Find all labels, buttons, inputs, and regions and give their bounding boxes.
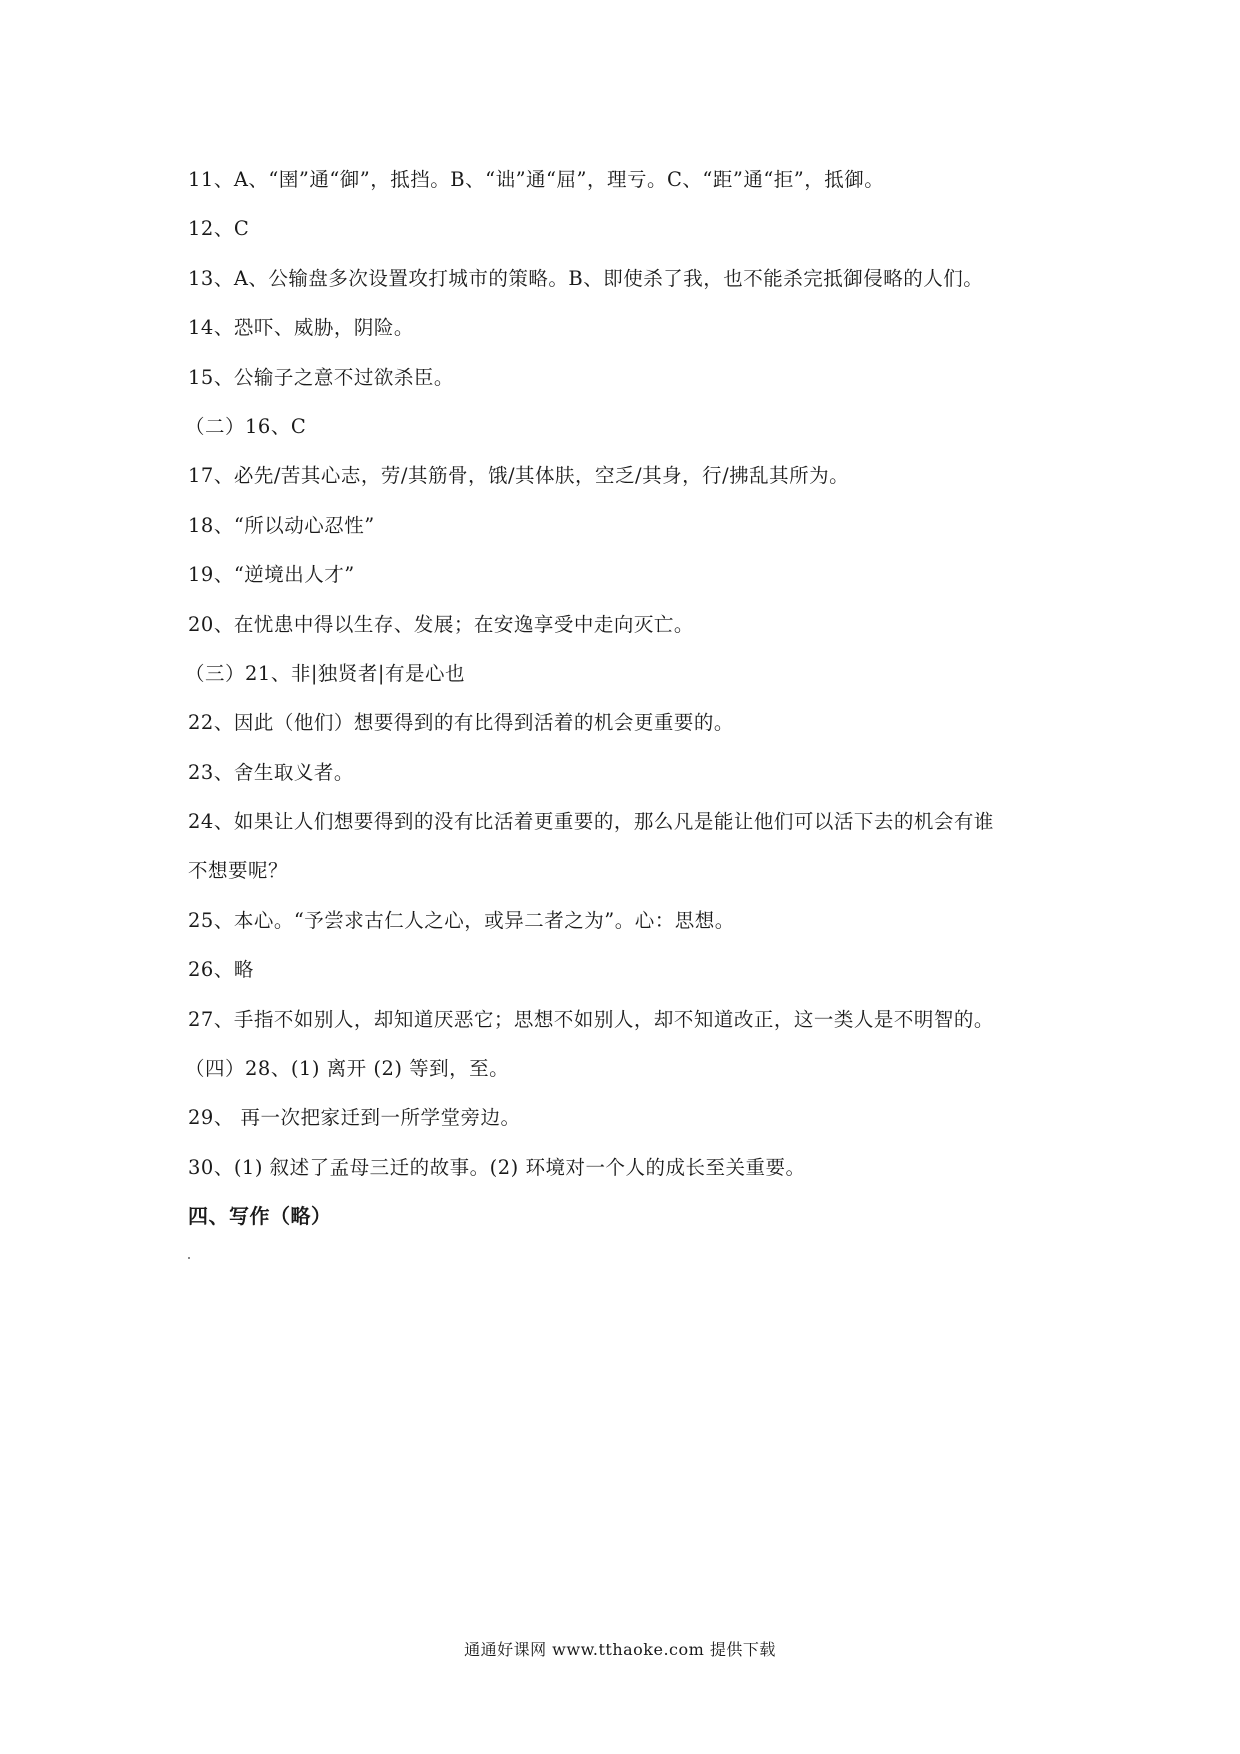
answer-25: 25、本心。“予尝求古仁人之心，或异二者之为”。心：思想。 xyxy=(188,908,735,932)
answer-11: 11、A、“圉”通“御”，抵挡。B、“诎”通“屈”，理亏。C、“距”通“拒”，抵御。 xyxy=(188,168,885,191)
answer-23: 23、舍生取义者。 xyxy=(188,760,354,784)
answer-13: 13、A、公输盘多次设置攻打城市的策略。B、即使杀了我，也不能杀完抵御侵略的人们。 xyxy=(188,266,984,290)
answer-21: （三）21、非|独贤者|有是心也 xyxy=(185,661,465,685)
answer-30: 30、(1) 叙述了孟母三迁的故事。(2) 环境对一个人的成长至关重要。 xyxy=(188,1155,806,1179)
answer-16: （二）16、C xyxy=(185,414,307,438)
answer-29: 29、 再一次把家迁到一所学堂旁边。 xyxy=(188,1106,521,1130)
answer-15: 15、公输子之意不过欲杀臣。 xyxy=(188,365,454,389)
answer-list xyxy=(185,155,1088,1242)
answer-12: 12、C xyxy=(188,217,250,241)
answer-22: 22、因此（他们）想要得到的有比得到活着的机会更重要的。 xyxy=(188,711,734,735)
answer-14: 14、恐吓、威胁，阴险。 xyxy=(188,316,414,340)
answer-24-line-1: 24、如果让人们想要得到的没有比活着更重要的，那么凡是能让他们可以活下去的机会有谁 xyxy=(188,810,994,834)
answer-24-line-2: 不想要呢？ xyxy=(188,859,289,883)
answer-27: 27、手指不如别人，却知道厌恶它；思想不如别人，却不知道改正，这一类人是不明智的。 xyxy=(188,1007,994,1031)
answer-17: 17、必先/苦其心志，劳/其筋骨，饿/其体肤，空乏/其身，行/拂乱其所为。 xyxy=(188,464,850,488)
answer-20: 20、在忧患中得以生存、发展；在安逸享受中走向灭亡。 xyxy=(188,612,694,636)
section-heading-writing: 四、写作（略） xyxy=(188,1204,332,1229)
answer-18: 18、“所以动心忍性” xyxy=(188,513,375,537)
footer-credit: 通通好课网 www.tthaoke.com 提供下载 xyxy=(464,1640,776,1659)
scan-speck xyxy=(188,1257,190,1259)
answer-26: 26、略 xyxy=(188,958,254,982)
answer-28: （四）28、(1) 离开 (2) 等到，至。 xyxy=(185,1057,510,1081)
answer-19: 19、“逆境出人才” xyxy=(188,563,355,587)
